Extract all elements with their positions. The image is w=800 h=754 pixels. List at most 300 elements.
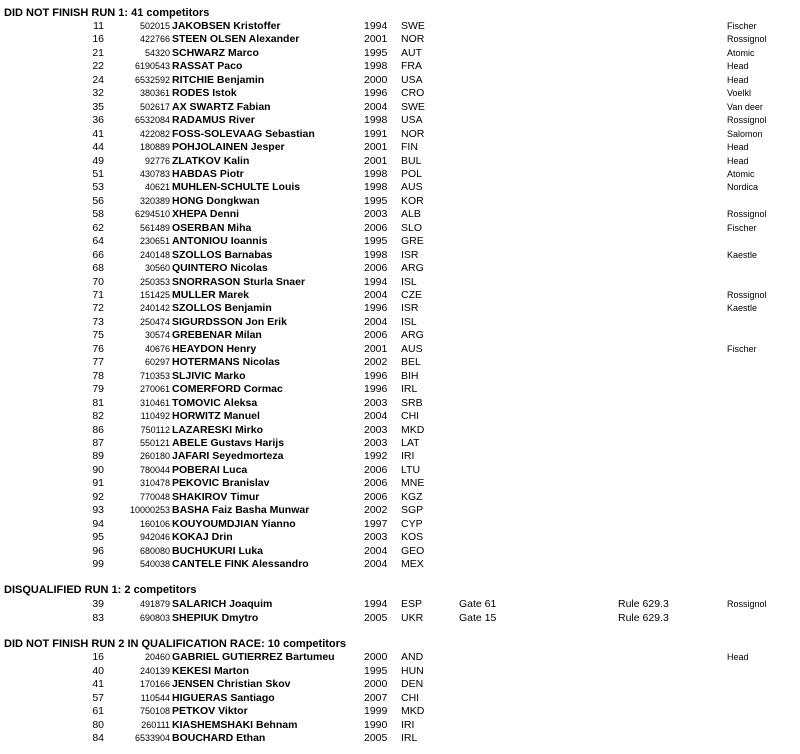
competitor-bib: 58 bbox=[92, 208, 104, 221]
competitor-code: 110492 bbox=[140, 411, 170, 422]
competitor-year: 1996 bbox=[364, 302, 388, 315]
competitor-row bbox=[0, 692, 800, 705]
competitor-row bbox=[0, 60, 800, 73]
competitor-row bbox=[0, 316, 800, 329]
competitor-row bbox=[0, 383, 800, 396]
competitor-code: 310461 bbox=[139, 397, 170, 408]
competitor-name: PEKOVIC Branislav bbox=[172, 477, 270, 490]
competitor-code: 750112 bbox=[140, 424, 170, 435]
competitor-year: 1998 bbox=[364, 60, 388, 73]
competitor-nat: CYP bbox=[401, 517, 423, 530]
competitor-code: 180889 bbox=[139, 142, 170, 153]
competitor-name: RADAMUS River bbox=[172, 114, 255, 127]
competitor-code: 491879 bbox=[139, 599, 170, 609]
competitor-row bbox=[0, 262, 800, 275]
competitor-year: 1997 bbox=[364, 517, 388, 530]
competitor-bib: 41 bbox=[92, 127, 104, 140]
competitor-bib: 86 bbox=[92, 423, 104, 436]
competitor-name: ANTONIOU Ioannis bbox=[172, 235, 268, 248]
competitor-bib: 75 bbox=[92, 329, 104, 342]
competitor-nat: LAT bbox=[401, 436, 420, 449]
competitor-name: CANTELE FINK Alessandro bbox=[172, 558, 309, 570]
competitor-name: SNORRASON Sturla Snaer bbox=[172, 275, 306, 288]
competitor-code: 160106 bbox=[139, 518, 170, 529]
competitor-code: 240139 bbox=[139, 665, 170, 676]
competitor-nat: USA bbox=[401, 114, 423, 127]
competitor-row bbox=[0, 289, 800, 302]
competitor-brand: Kaestle bbox=[727, 303, 758, 314]
competitor-nat: MEX bbox=[401, 558, 424, 570]
competitor-name: JENSEN Christian Skov bbox=[172, 678, 291, 690]
competitor-nat: CZE bbox=[401, 289, 422, 301]
competitor-code: 942046 bbox=[139, 532, 170, 543]
competitor-row bbox=[0, 74, 800, 87]
competitor-nat: SLO bbox=[401, 221, 423, 234]
competitor-year: 2004 bbox=[364, 100, 388, 113]
competitor-nat: AUS bbox=[401, 181, 423, 194]
competitor-name: GABRIEL GUTIERREZ Bartumeu bbox=[172, 651, 335, 663]
competitor-bib: 71 bbox=[92, 289, 104, 301]
competitor-year: 2006 bbox=[364, 477, 388, 490]
competitor-name: KOUYOUMDJIAN Yianno bbox=[172, 517, 296, 530]
competitor-year: 1995 bbox=[364, 194, 388, 207]
competitor-year: 1999 bbox=[364, 705, 388, 717]
competitor-name: BOUCHARD Ethan bbox=[172, 732, 266, 744]
competitor-brand: Fischer bbox=[727, 222, 757, 233]
competitor-year: 2004 bbox=[364, 289, 388, 301]
competitor-code: 380361 bbox=[139, 88, 170, 99]
competitor-code: 6190543 bbox=[134, 61, 170, 72]
competitor-brand: Atomic bbox=[727, 168, 755, 179]
competitor-brand: Rossignol bbox=[727, 209, 767, 220]
competitor-code: 40621 bbox=[144, 182, 170, 193]
competitor-row bbox=[0, 343, 800, 356]
competitor-nat: CRO bbox=[401, 87, 425, 100]
competitor-nat: NOR bbox=[401, 127, 425, 140]
competitor-row bbox=[0, 222, 800, 235]
competitor-row bbox=[0, 665, 800, 678]
competitor-row bbox=[0, 249, 800, 262]
competitor-bib: 77 bbox=[92, 356, 104, 369]
competitor-name: PETKOV Viktor bbox=[172, 705, 248, 717]
competitor-brand: Head bbox=[727, 155, 749, 166]
competitor-bib: 40 bbox=[92, 664, 104, 677]
competitor-row bbox=[0, 155, 800, 168]
competitor-year: 1998 bbox=[364, 167, 388, 180]
competitor-brand: Rossignol bbox=[727, 599, 767, 609]
competitor-row bbox=[0, 477, 800, 490]
competitor-brand: Rossignol bbox=[727, 290, 767, 300]
competitor-year: 2006 bbox=[364, 463, 388, 476]
competitor-year: 1995 bbox=[364, 664, 388, 677]
section-title: DID NOT FINISH RUN 1: 41 competitors bbox=[4, 7, 210, 19]
competitor-bib: 36 bbox=[92, 114, 104, 127]
competitor-brand: Voelkl bbox=[727, 88, 752, 99]
competitor-code: 92776 bbox=[144, 155, 170, 166]
competitor-name: HEAYDON Henry bbox=[172, 342, 257, 355]
competitor-nat: IRI bbox=[401, 718, 415, 731]
competitor-year: 1998 bbox=[364, 248, 388, 261]
competitor-row bbox=[0, 302, 800, 315]
section-title: DID NOT FINISH RUN 2 IN QUALIFICATION RACE: 10 competitors bbox=[4, 638, 347, 650]
competitor-nat: MNE bbox=[401, 477, 425, 490]
competitor-name: HORWITZ Manuel bbox=[172, 410, 260, 423]
competitor-code: 690803 bbox=[139, 612, 170, 623]
competitor-year: 2004 bbox=[364, 410, 388, 423]
competitor-nat: GEO bbox=[401, 544, 425, 557]
competitor-nat: MKD bbox=[401, 423, 425, 436]
competitor-code: 6294510 bbox=[134, 209, 170, 220]
competitor-name: LAZARESKI Mirko bbox=[172, 423, 264, 436]
competitor-year: 2004 bbox=[364, 544, 388, 557]
competitor-row bbox=[0, 235, 800, 248]
competitor-nat: IRI bbox=[401, 450, 415, 463]
competitor-name: HIGUERAS Santiago bbox=[172, 691, 275, 704]
competitor-bib: 44 bbox=[92, 141, 104, 154]
competitor-year: 1992 bbox=[364, 450, 388, 463]
competitor-nat: NOR bbox=[401, 33, 425, 46]
competitor-name: ZLATKOV Kalin bbox=[172, 154, 250, 167]
competitor-year: 2001 bbox=[364, 154, 388, 167]
competitor-name: POBERAI Luca bbox=[172, 463, 248, 476]
competitor-bib: 80 bbox=[92, 718, 104, 731]
competitor-bib: 53 bbox=[92, 181, 104, 194]
competitor-nat: SGP bbox=[401, 504, 424, 517]
competitor-code: 750108 bbox=[139, 706, 170, 716]
competitor-name: BASHA Faiz Basha Munwar bbox=[172, 504, 310, 517]
competitor-nat: ISR bbox=[401, 302, 419, 315]
competitor-code: 6532592 bbox=[134, 74, 170, 85]
competitor-code: 151425 bbox=[139, 290, 170, 300]
competitor-name: COMERFORD Cormac bbox=[172, 383, 283, 396]
competitor-nat: SWE bbox=[401, 20, 425, 32]
competitor-year: 2002 bbox=[364, 504, 388, 517]
competitor-bib: 94 bbox=[92, 517, 104, 530]
competitor-row bbox=[0, 276, 800, 289]
competitor-name: TOMOVIC Aleksa bbox=[172, 396, 258, 409]
competitor-nat: ARG bbox=[401, 329, 424, 342]
competitor-year: 2005 bbox=[364, 611, 388, 624]
competitor-year: 1991 bbox=[364, 127, 388, 140]
competitor-year: 1998 bbox=[364, 114, 388, 127]
competitor-bib: 24 bbox=[92, 73, 104, 86]
competitor-row bbox=[0, 128, 800, 141]
competitor-nat: POL bbox=[401, 167, 423, 180]
competitor-row bbox=[0, 558, 800, 571]
competitor-bib: 57 bbox=[92, 691, 104, 704]
competitor-name: GREBENAR Milan bbox=[172, 329, 262, 342]
competitor-nat: USA bbox=[401, 73, 423, 86]
competitor-code: 240148 bbox=[139, 249, 170, 260]
competitor-row bbox=[0, 545, 800, 558]
competitor-code: 6532084 bbox=[134, 115, 170, 126]
competitor-bib: 61 bbox=[92, 705, 104, 717]
competitor-nat: CHI bbox=[401, 691, 420, 704]
competitor-year: 2005 bbox=[364, 732, 388, 744]
competitor-name: SZOLLOS Benjamin bbox=[172, 302, 272, 315]
competitor-name: QUINTERO Nicolas bbox=[172, 262, 268, 275]
competitor-year: 2006 bbox=[364, 221, 388, 234]
competitor-name: MULLER Marek bbox=[172, 289, 250, 301]
competitor-bib: 76 bbox=[92, 342, 104, 355]
competitor-code: 540038 bbox=[139, 559, 170, 569]
competitor-name: ABELE Gustavs Harijs bbox=[172, 436, 285, 449]
competitor-bib: 70 bbox=[92, 275, 104, 288]
competitor-bib: 16 bbox=[92, 33, 104, 46]
competitor-row bbox=[0, 168, 800, 181]
competitor-row bbox=[0, 598, 800, 611]
competitor-bib: 93 bbox=[92, 504, 104, 517]
competitor-row bbox=[0, 329, 800, 342]
competitor-year: 2007 bbox=[364, 691, 388, 704]
competitor-bib: 16 bbox=[92, 651, 104, 663]
competitor-code: 270061 bbox=[139, 384, 170, 395]
competitor-bib: 49 bbox=[92, 154, 104, 167]
competitor-bib: 99 bbox=[92, 558, 104, 570]
competitor-row bbox=[0, 101, 800, 114]
competitor-code: 310478 bbox=[139, 478, 170, 489]
competitor-bib: 22 bbox=[92, 60, 104, 73]
competitor-bib: 79 bbox=[92, 383, 104, 396]
competitor-name: SHEPIUK Dmytro bbox=[172, 611, 259, 624]
competitor-name: OSERBAN Miha bbox=[172, 221, 252, 234]
competitor-nat: IRL bbox=[401, 383, 418, 396]
competitor-year: 1994 bbox=[364, 275, 388, 288]
competitor-bib: 73 bbox=[92, 315, 104, 328]
competitor-name: FOSS-SOLEVAAG Sebastian bbox=[172, 127, 315, 140]
competitor-nat: DEN bbox=[401, 678, 424, 690]
competitor-row bbox=[0, 464, 800, 477]
competitor-row bbox=[0, 20, 800, 33]
competitor-bib: 41 bbox=[92, 678, 104, 690]
competitor-row bbox=[0, 437, 800, 450]
competitor-nat: ALB bbox=[401, 208, 421, 221]
competitor-row bbox=[0, 491, 800, 504]
competitor-year: 2003 bbox=[364, 423, 388, 436]
competitor-bib: 87 bbox=[92, 436, 104, 449]
competitor-row bbox=[0, 87, 800, 100]
competitor-code: 250353 bbox=[139, 276, 170, 287]
competitor-brand: Rossignol bbox=[727, 34, 767, 45]
competitor-name: JAKOBSEN Kristoffer bbox=[172, 20, 281, 32]
competitor-nat: AUT bbox=[401, 46, 422, 59]
competitor-row bbox=[0, 141, 800, 154]
competitor-code: 422766 bbox=[139, 34, 170, 45]
competitor-row bbox=[0, 732, 800, 745]
competitor-name: HONG Dongkwan bbox=[172, 194, 260, 207]
competitor-name: STEEN OLSEN Alexander bbox=[172, 33, 300, 46]
competitor-brand: Fischer bbox=[727, 343, 757, 354]
section-title: DISQUALIFIED RUN 1: 2 competitors bbox=[4, 584, 197, 596]
competitor-name: SZOLLOS Barnabas bbox=[172, 248, 273, 261]
competitor-brand: Van deer bbox=[727, 101, 763, 112]
competitor-bib: 82 bbox=[92, 410, 104, 423]
competitor-row bbox=[0, 504, 800, 517]
competitor-bib: 72 bbox=[92, 302, 104, 315]
competitor-nat: ISL bbox=[401, 275, 417, 288]
competitor-brand: Fischer bbox=[727, 21, 757, 31]
competitor-year: 2002 bbox=[364, 356, 388, 369]
competitor-code: 110544 bbox=[140, 692, 170, 703]
competitor-code: 170166 bbox=[139, 679, 170, 689]
competitor-code: 502617 bbox=[139, 101, 170, 112]
competitor-year: 2003 bbox=[364, 208, 388, 221]
competitor-rule: Rule 629.3 bbox=[618, 598, 669, 610]
competitor-year: 2000 bbox=[364, 678, 388, 690]
competitor-code: 30574 bbox=[144, 330, 170, 341]
competitor-name: RODES Istok bbox=[172, 87, 237, 100]
competitor-row bbox=[0, 424, 800, 437]
competitor-year: 1995 bbox=[364, 46, 388, 59]
competitor-nat: LTU bbox=[401, 463, 421, 476]
competitor-name: MUHLEN-SCHULTE Louis bbox=[172, 181, 301, 194]
competitor-row bbox=[0, 33, 800, 46]
competitor-nat: KOS bbox=[401, 531, 424, 544]
competitor-code: 54320 bbox=[144, 47, 170, 58]
competitor-bib: 11 bbox=[93, 20, 104, 32]
competitor-name: HOTERMANS Nicolas bbox=[172, 356, 280, 369]
competitor-nat: UKR bbox=[401, 611, 424, 624]
competitor-code: 60297 bbox=[144, 357, 170, 368]
competitor-row bbox=[0, 450, 800, 463]
competitor-year: 2006 bbox=[364, 262, 388, 275]
competitor-row bbox=[0, 208, 800, 221]
competitor-name: RASSAT Paco bbox=[172, 60, 243, 73]
competitor-year: 1995 bbox=[364, 235, 388, 248]
competitor-brand: Kaestle bbox=[727, 249, 758, 260]
competitor-nat: ESP bbox=[401, 598, 423, 610]
competitor-row bbox=[0, 47, 800, 60]
competitor-name: XHEPA Denni bbox=[172, 208, 240, 221]
competitor-bib: 62 bbox=[92, 221, 104, 234]
competitor-bib: 95 bbox=[92, 531, 104, 544]
competitor-bib: 78 bbox=[92, 369, 104, 382]
competitor-bib: 89 bbox=[92, 450, 104, 463]
competitor-row bbox=[0, 705, 800, 718]
competitor-row bbox=[0, 719, 800, 732]
competitor-year: 1990 bbox=[364, 718, 388, 731]
competitor-code: 550121 bbox=[139, 437, 170, 448]
competitor-nat: KOR bbox=[401, 194, 424, 207]
competitor-row bbox=[0, 195, 800, 208]
competitor-brand: Head bbox=[727, 74, 749, 85]
competitor-gate: Gate 15 bbox=[459, 611, 497, 624]
competitor-code: 561489 bbox=[139, 222, 170, 233]
competitor-nat: KGZ bbox=[401, 490, 423, 503]
competitor-year: 2001 bbox=[364, 33, 388, 46]
competitor-row bbox=[0, 410, 800, 423]
competitor-name: SALARICH Joaquim bbox=[172, 598, 273, 610]
competitor-bib: 91 bbox=[92, 477, 104, 490]
competitor-name: SIGURDSSON Jon Erik bbox=[172, 315, 287, 328]
competitor-nat: FIN bbox=[401, 141, 418, 154]
competitor-nat: GRE bbox=[401, 235, 424, 248]
competitor-year: 2006 bbox=[364, 329, 388, 342]
competitor-nat: ISR bbox=[401, 248, 419, 261]
competitor-name: KIASHEMSHAKI Behnam bbox=[172, 718, 298, 731]
competitor-row bbox=[0, 518, 800, 531]
competitor-name: BUCHUKURI Luka bbox=[172, 544, 264, 557]
competitor-name: SLJIVIC Marko bbox=[172, 369, 246, 382]
competitor-nat: BUL bbox=[401, 154, 422, 167]
competitor-bib: 56 bbox=[92, 194, 104, 207]
competitor-nat: ARG bbox=[401, 262, 424, 275]
competitor-bib: 66 bbox=[92, 248, 104, 261]
competitor-code: 770048 bbox=[139, 491, 170, 502]
competitor-bib: 84 bbox=[92, 732, 104, 744]
competitor-name: SCHWARZ Marco bbox=[172, 46, 259, 59]
competitor-year: 2000 bbox=[364, 651, 388, 663]
competitor-nat: AND bbox=[401, 651, 424, 663]
competitor-brand: Atomic bbox=[727, 47, 755, 58]
competitor-year: 1994 bbox=[364, 598, 388, 610]
competitor-gate: Gate 61 bbox=[459, 598, 497, 610]
competitor-year: 2006 bbox=[364, 490, 388, 503]
competitor-code: 30560 bbox=[144, 263, 170, 274]
competitor-year: 2003 bbox=[364, 436, 388, 449]
competitor-nat: IRL bbox=[401, 732, 418, 744]
competitor-name: KEKESI Marton bbox=[172, 664, 250, 677]
competitor-bib: 39 bbox=[92, 598, 104, 610]
competitor-year: 1998 bbox=[364, 181, 388, 194]
competitor-nat: MKD bbox=[401, 705, 425, 717]
competitor-brand: Head bbox=[727, 142, 749, 153]
competitor-brand: Rossignol bbox=[727, 115, 767, 126]
competitor-year: 1996 bbox=[364, 87, 388, 100]
competitor-nat: BEL bbox=[401, 356, 421, 369]
competitor-nat: ISL bbox=[401, 315, 417, 328]
competitor-code: 502015 bbox=[139, 21, 170, 31]
competitor-name: RITCHIE Benjamin bbox=[172, 73, 265, 86]
competitor-name: AX SWARTZ Fabian bbox=[172, 100, 271, 113]
competitor-code: 250474 bbox=[139, 316, 170, 327]
competitor-bib: 90 bbox=[92, 463, 104, 476]
competitor-row bbox=[0, 370, 800, 383]
competitor-bib: 35 bbox=[92, 100, 104, 113]
competitor-bib: 81 bbox=[92, 396, 104, 409]
competitor-year: 2003 bbox=[364, 531, 388, 544]
competitor-code: 10000253 bbox=[129, 505, 170, 516]
competitor-row bbox=[0, 356, 800, 369]
competitor-year: 2001 bbox=[364, 141, 388, 154]
competitor-nat: FRA bbox=[401, 60, 422, 73]
competitor-bib: 21 bbox=[92, 46, 104, 59]
competitor-year: 1996 bbox=[364, 383, 388, 396]
competitor-code: 780044 bbox=[139, 464, 170, 475]
competitor-rule: Rule 629.3 bbox=[618, 611, 669, 624]
competitor-year: 1996 bbox=[364, 369, 388, 382]
competitor-bib: 51 bbox=[92, 167, 104, 180]
competitor-row bbox=[0, 531, 800, 544]
competitor-brand: Head bbox=[727, 652, 749, 662]
competitor-brand: Head bbox=[727, 61, 749, 72]
competitor-code: 40676 bbox=[144, 343, 170, 354]
competitor-code: 240142 bbox=[139, 303, 170, 314]
competitor-nat: HUN bbox=[401, 664, 424, 677]
competitor-code: 320389 bbox=[139, 195, 170, 206]
competitor-name: HABDAS Piotr bbox=[172, 167, 244, 180]
competitor-bib: 92 bbox=[92, 490, 104, 503]
competitor-year: 2001 bbox=[364, 342, 388, 355]
competitor-name: POHJOLAINEN Jesper bbox=[172, 141, 285, 154]
competitor-code: 6533904 bbox=[134, 733, 170, 743]
competitor-row bbox=[0, 114, 800, 127]
competitor-name: JAFARI Seyedmorteza bbox=[172, 450, 284, 463]
competitor-code: 422082 bbox=[139, 128, 170, 139]
competitor-bib: 68 bbox=[92, 262, 104, 275]
competitor-name: KOKAJ Drin bbox=[172, 531, 233, 544]
competitor-brand: Salomon bbox=[727, 128, 763, 139]
